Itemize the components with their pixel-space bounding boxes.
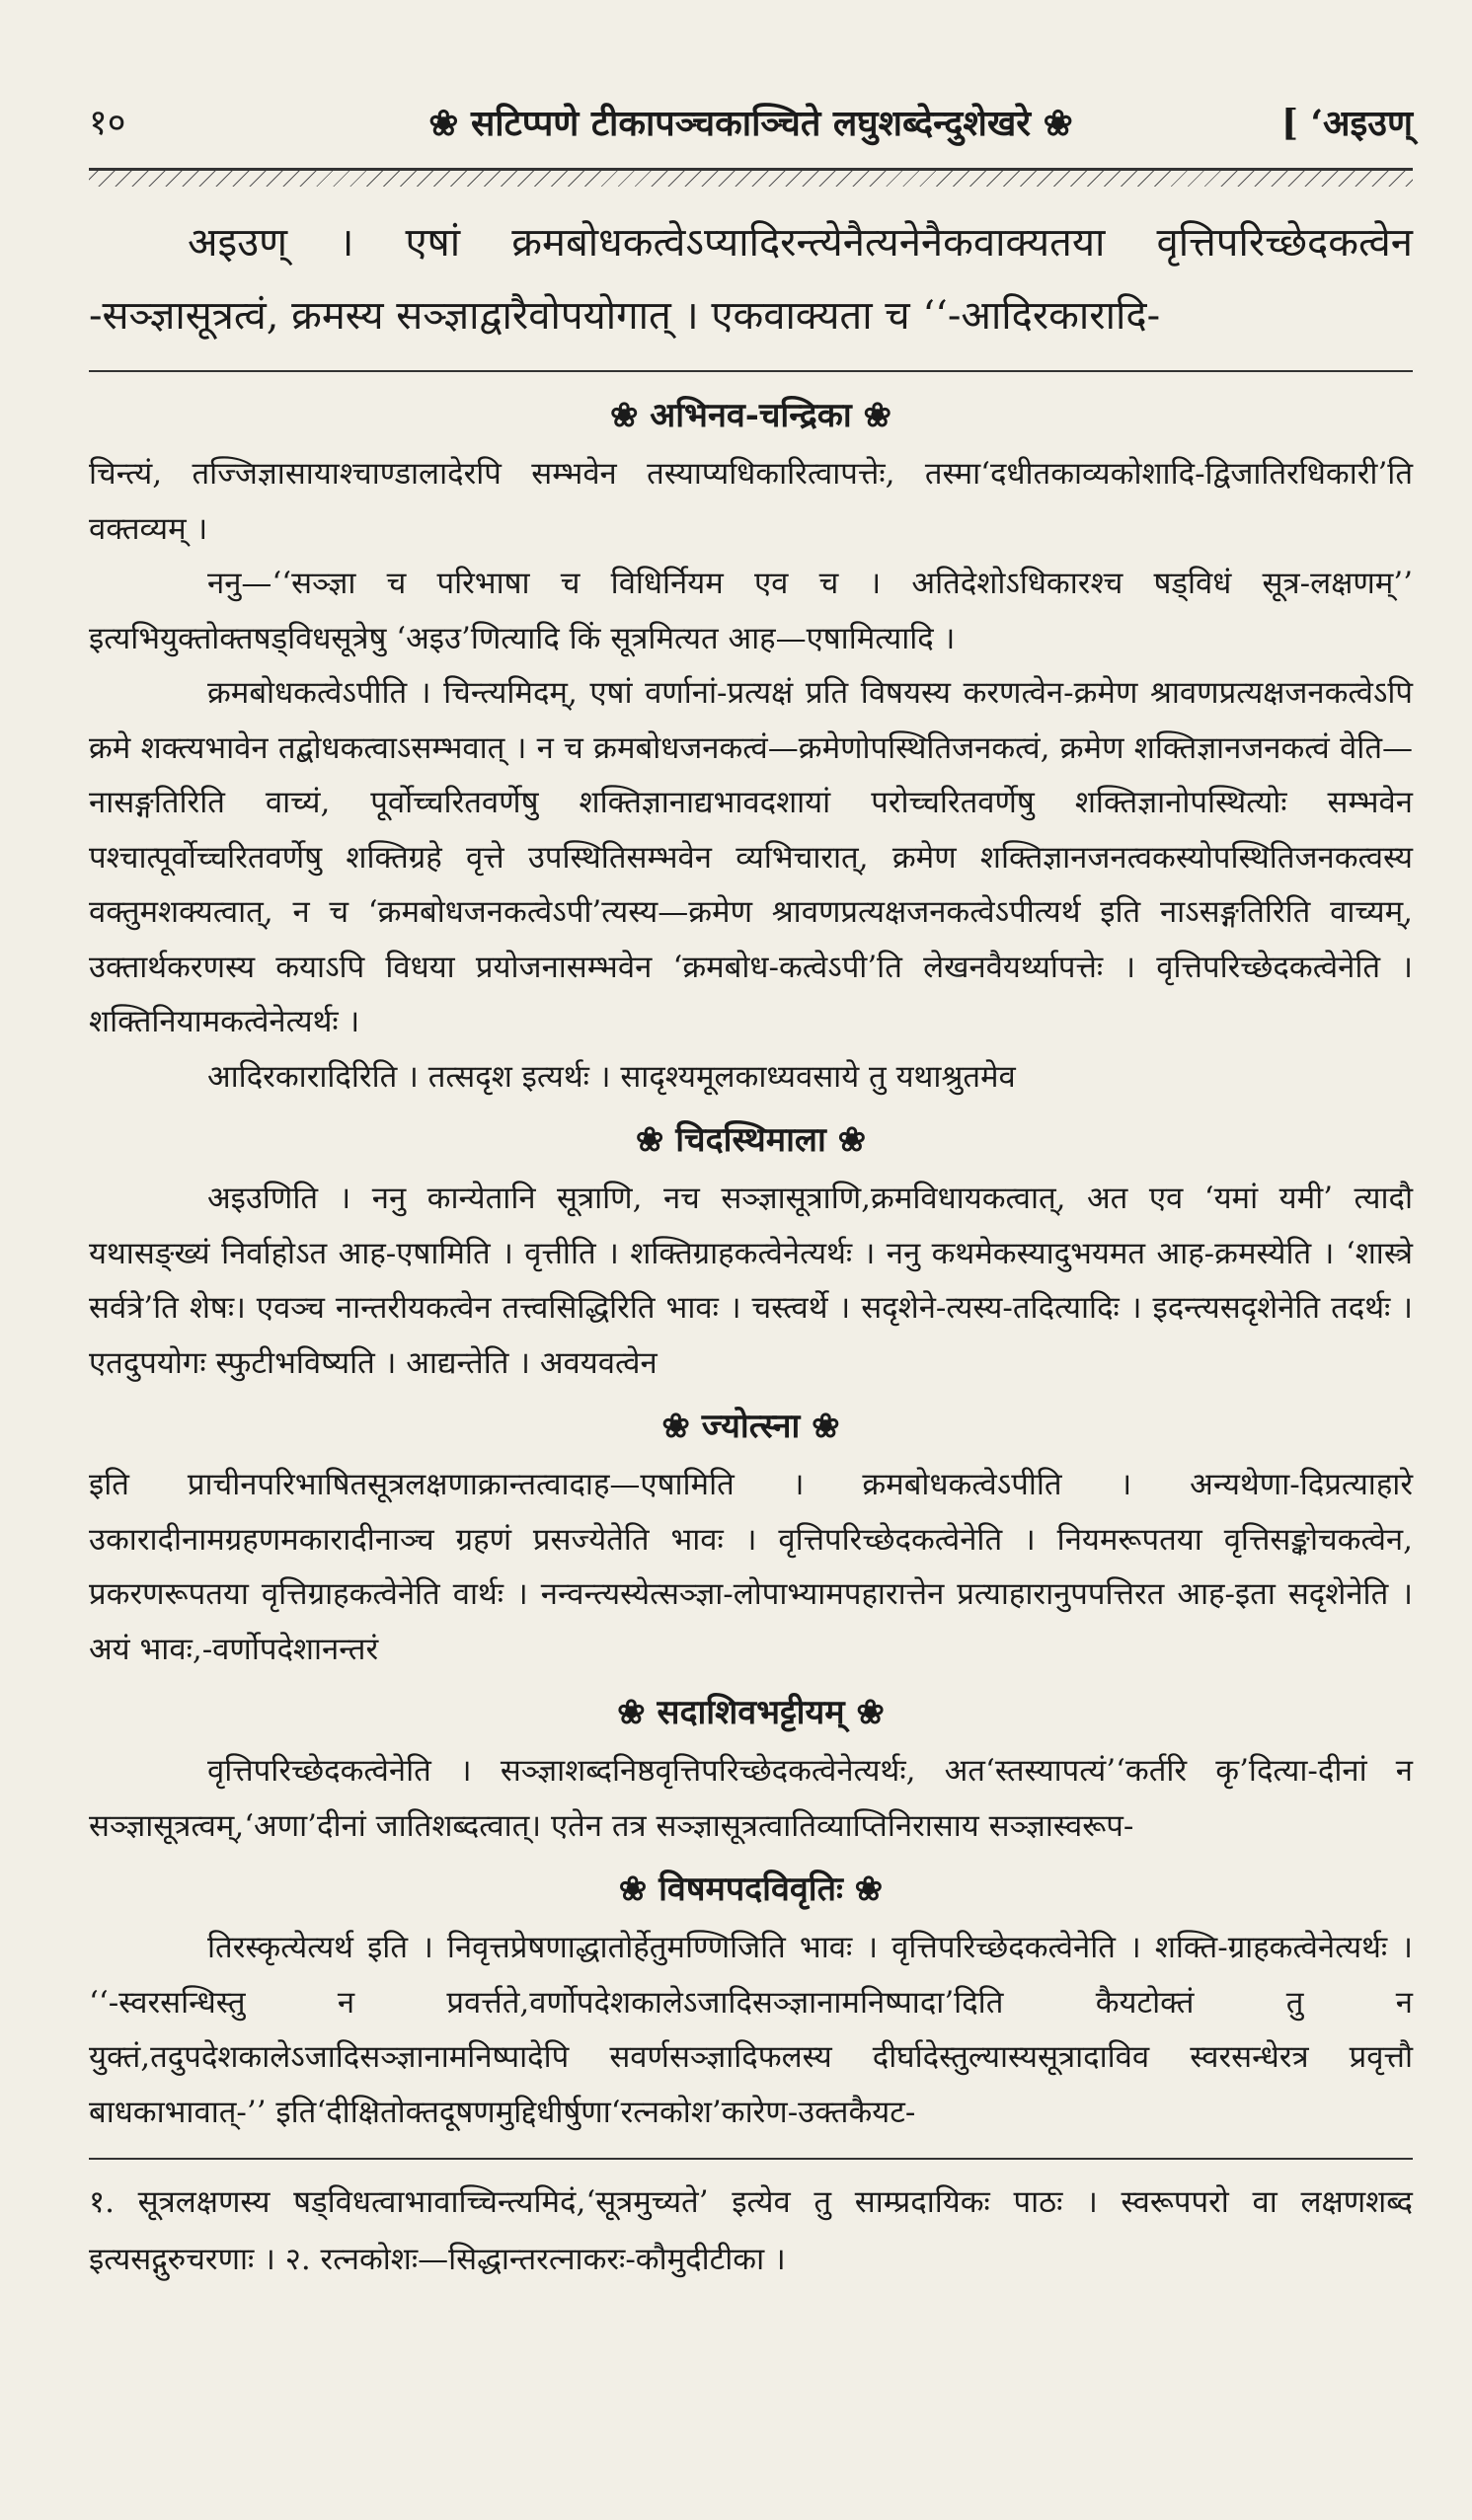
footnote-divider bbox=[89, 2158, 1413, 2160]
section-title: ❀ विषमपदविवृतिः ❀ bbox=[618, 1870, 884, 1909]
paragraph: आदिरकारादिरिति । तत्सदृश इत्यर्थः । सादृश्यमूलकाध्यवसाये तु यथाश्रुतमेव bbox=[207, 1058, 1016, 1095]
paragraph: इति प्राचीनपरिभाषितसूत्रलक्षणाक्रान्तत्वादाह—एषामिति । क्रमबोधकत्वेऽपीति । अन्यथेणा-दिप्रत्याहारे उकारादीनामग्रहणमकारादीनाञ्च ग्रहणं प्रसज्येतेति भावः । वृत्तिपरिच्छेदकत्वेनेति । नियमरूपतया वृत्तिसङ्कोचकत्वेन, प्रकरणरूपतया वृत्तिग्राहकत्वेनेति वार्थः । नन्वन्त्यस्येत्सञ्ज्ञा-लोपाभ्यामपहारात्तेन प्रत्याहारानुपपत्तिरत आह-इता सदृशेनेति । अयं भावः,-वर्णोपदेशानन्तरं bbox=[89, 1467, 1413, 1667]
main-commentary: अइउण् । एषां क्रमबोधकत्वेऽप्यादिरन्त्येनैत्यनेनैकवाक्यतया वृत्तिपरिच्छेदकत्वेन -सञ्ज्ञासूत्रत्वं, क्रमस्य सञ्ज्ञाद्वारैवोपयोगात् । एकवाक्यता च ‘‘-आदिरकारादि- bbox=[89, 220, 1413, 339]
paragraph: क्रमबोधकत्वेऽपीति । चिन्त्यमिदम्, एषां वर्णानां-प्रत्यक्षं प्रति विषयस्य करणत्वेन-क्रमेण श्रावणप्रत्यक्षजनकत्वेऽपि क्रमे शक्त्यभावेन तद्बोधकत्वाऽसम्भवात् । न च क्रमबोधजनकत्वं—क्रमेणोपस्थितिजनकत्वं, क्रमेण शक्तिज्ञानजनकत्वं वेति—नासङ्गतिरिति वाच्यं, पूर्वोच्चरितवर्णेषु शक्तिज्ञानाद्यभावदशायां परोच्चरितवर्णेषु शक्तिज्ञानोपस्थित्योः सम्भवेन पश्चात्पूर्वोच्चरितवर्णेषु शक्तिग्रहे वृत्ते उपस्थितिसम्भवेन व्यभिचारात्, क्रमेण शक्तिज्ञानजनत्वकस्योपस्थितिजनकत्वस्य वक्तुमशक्यत्वात्, न च ‘क्रमबोधजनकत्वेऽपी’त्यस्य—क्रमेण श्रावणप्रत्यक्षजनकत्वेऽपीत्यर्थ इति नाऽसङ्गतिरिति वाच्यम्, उक्तार्थकरणस्य कयाऽपि विधया प्रयोजनासम्भवेन ‘क्रमबोध-कत्वेऽपी’ति लेखनवैयर्थ्यापत्तेः । वृत्तिपरिच्छेदकत्वेनेति । शक्तिनियामकत्वेनेत्यर्थः । bbox=[89, 675, 1413, 1039]
footnotes: १. सूत्रलक्षणस्य षड्विधत्वाभावाच्चिन्त्यमिदं,‘सूत्रमुच्यते’ इत्येव तु साम्प्रदायिकः पाठः । स्वरूपपरो वा लक्षणशब्द इत्यसद्गुरुचरणाः । २. रत्नकोशः—सिद्धान्तरत्नाकरः-कौमुदीटीका । bbox=[89, 2184, 1413, 2277]
paragraph: वृत्तिपरिच्छेदकत्वेनेति । सञ्ज्ञाशब्दनिष्ठवृत्तिपरिच्छेदकत्वेनेत्यर्थः, अत‘स्तस्यापत्यं’‘कर्तरि कृ’दित्या-दीनां न सञ्ज्ञासूत्रत्वम्,‘अणा’दीनां जातिशब्दत्वात्। एतेन तत्र सञ्ज्ञासूत्रत्वातिव्याप्तिनिरासाय सञ्ज्ञास्वरूप- bbox=[89, 1753, 1413, 1844]
paragraph: तिरस्कृत्येत्यर्थ इति । निवृत्तप्रेषणाद्धातोर्हेतुमण्णिजिति भावः । वृत्तिपरिच्छेदकत्वेनेति । शक्ति-ग्राहकत्वेनेत्यर्थः । ‘‘-स्वरसन्धिस्तु न प्रवर्त्तते,वर्णोपदेशकालेऽजादिसञ्ज्ञानामनिष्पादा’दिति कैयटोक्तं तु न युक्तं,तदुपदेशकालेऽजादिसञ्ज्ञानामनिष्पादेपि सवर्णसञ्ज्ञादिफलस्य दीर्घादेस्तुल्यास्यसूत्रादाविव स्वरसन्धेरत्र प्रवृत्तौ बाधकाभावात्-’’ इति‘दीक्षितोक्तदूषणमुद्दिधीर्षुणा‘रत्नकोश’कारेण-उक्तकैयट- bbox=[89, 1930, 1413, 2130]
section-title: ❀ ज्योत्स्ना ❀ bbox=[661, 1407, 840, 1446]
section-abhinava-chandrika bbox=[89, 386, 1413, 1105]
running-title: ❀ सटिप्पणे टीकापञ्चकाञ्चिते लघुशब्देन्दुशेखरे ❀ bbox=[428, 103, 1073, 144]
header-wavy-rule bbox=[89, 168, 1413, 187]
paragraph: अइउणिति । ननु कान्येतानि सूत्राणि, नच सञ्ज्ञासूत्राणि,क्रमविधायकत्वात्, अत एव ‘यमां यमी’ त्यादौ यथासङ्ख्यं निर्वाहोऽत आह-एषामिति । वृत्तीति । शक्तिग्राहकत्वेनेत्यर्थः । ननु कथमेकस्यादुभयमत आह-क्रमस्येति । ‘शास्त्रे सर्वत्रे’ति शेषः। एवञ्च नान्तरीयकत्वेन तत्त्वसिद्धिरिति भावः । चस्त्वर्थे । सदृशेने-त्यस्य-तदित्यादिः । इदन्त्यसदृशेनेति तदर्थः । एतदुपयोगः स्फुटीभविष्यति । आद्यन्तेति । अवयवत्वेन bbox=[89, 1181, 1413, 1381]
section-title: ❀ चिदस्थिमाला ❀ bbox=[635, 1120, 867, 1160]
section-jyotsna bbox=[89, 1397, 1413, 1677]
section-chidasthimala bbox=[89, 1110, 1413, 1391]
section-title: ❀ सदाशिवभट्टीयम् ❀ bbox=[617, 1693, 885, 1732]
page-header bbox=[89, 89, 1413, 158]
sutra-marker: [ ‘अइउण् bbox=[1280, 103, 1413, 144]
section-vishamapada-vivriti bbox=[89, 1860, 1413, 2140]
paragraph: ननु—‘‘सञ्ज्ञा च परिभाषा च विधिर्नियम एव च । अतिदेशोऽधिकारश्च षड्विधं सूत्र-लक्षणम्’’ इत्यभियुक्तोक्तषड्विधसूत्रेषु ‘अइउ’णित्यादि किं सूत्रमित्यत आह—एषामित्यादि । bbox=[89, 566, 1413, 656]
page-number: १० bbox=[89, 103, 126, 143]
paragraph: चिन्त्यं, तज्जिज्ञासायाश्चाण्डालादेरपि सम्भवेन तस्याप्यधिकारित्वापत्तेः, तस्मा‘दधीतकाव्यकोशादि-द्विजातिरधिकारी’ति वक्तव्यम् । bbox=[89, 456, 1413, 547]
section-title: ❀ अभिनव-चन्द्रिका ❀ bbox=[609, 396, 892, 435]
section-divider bbox=[89, 370, 1413, 372]
section-sadashiva-bhattiyam bbox=[89, 1683, 1413, 1854]
